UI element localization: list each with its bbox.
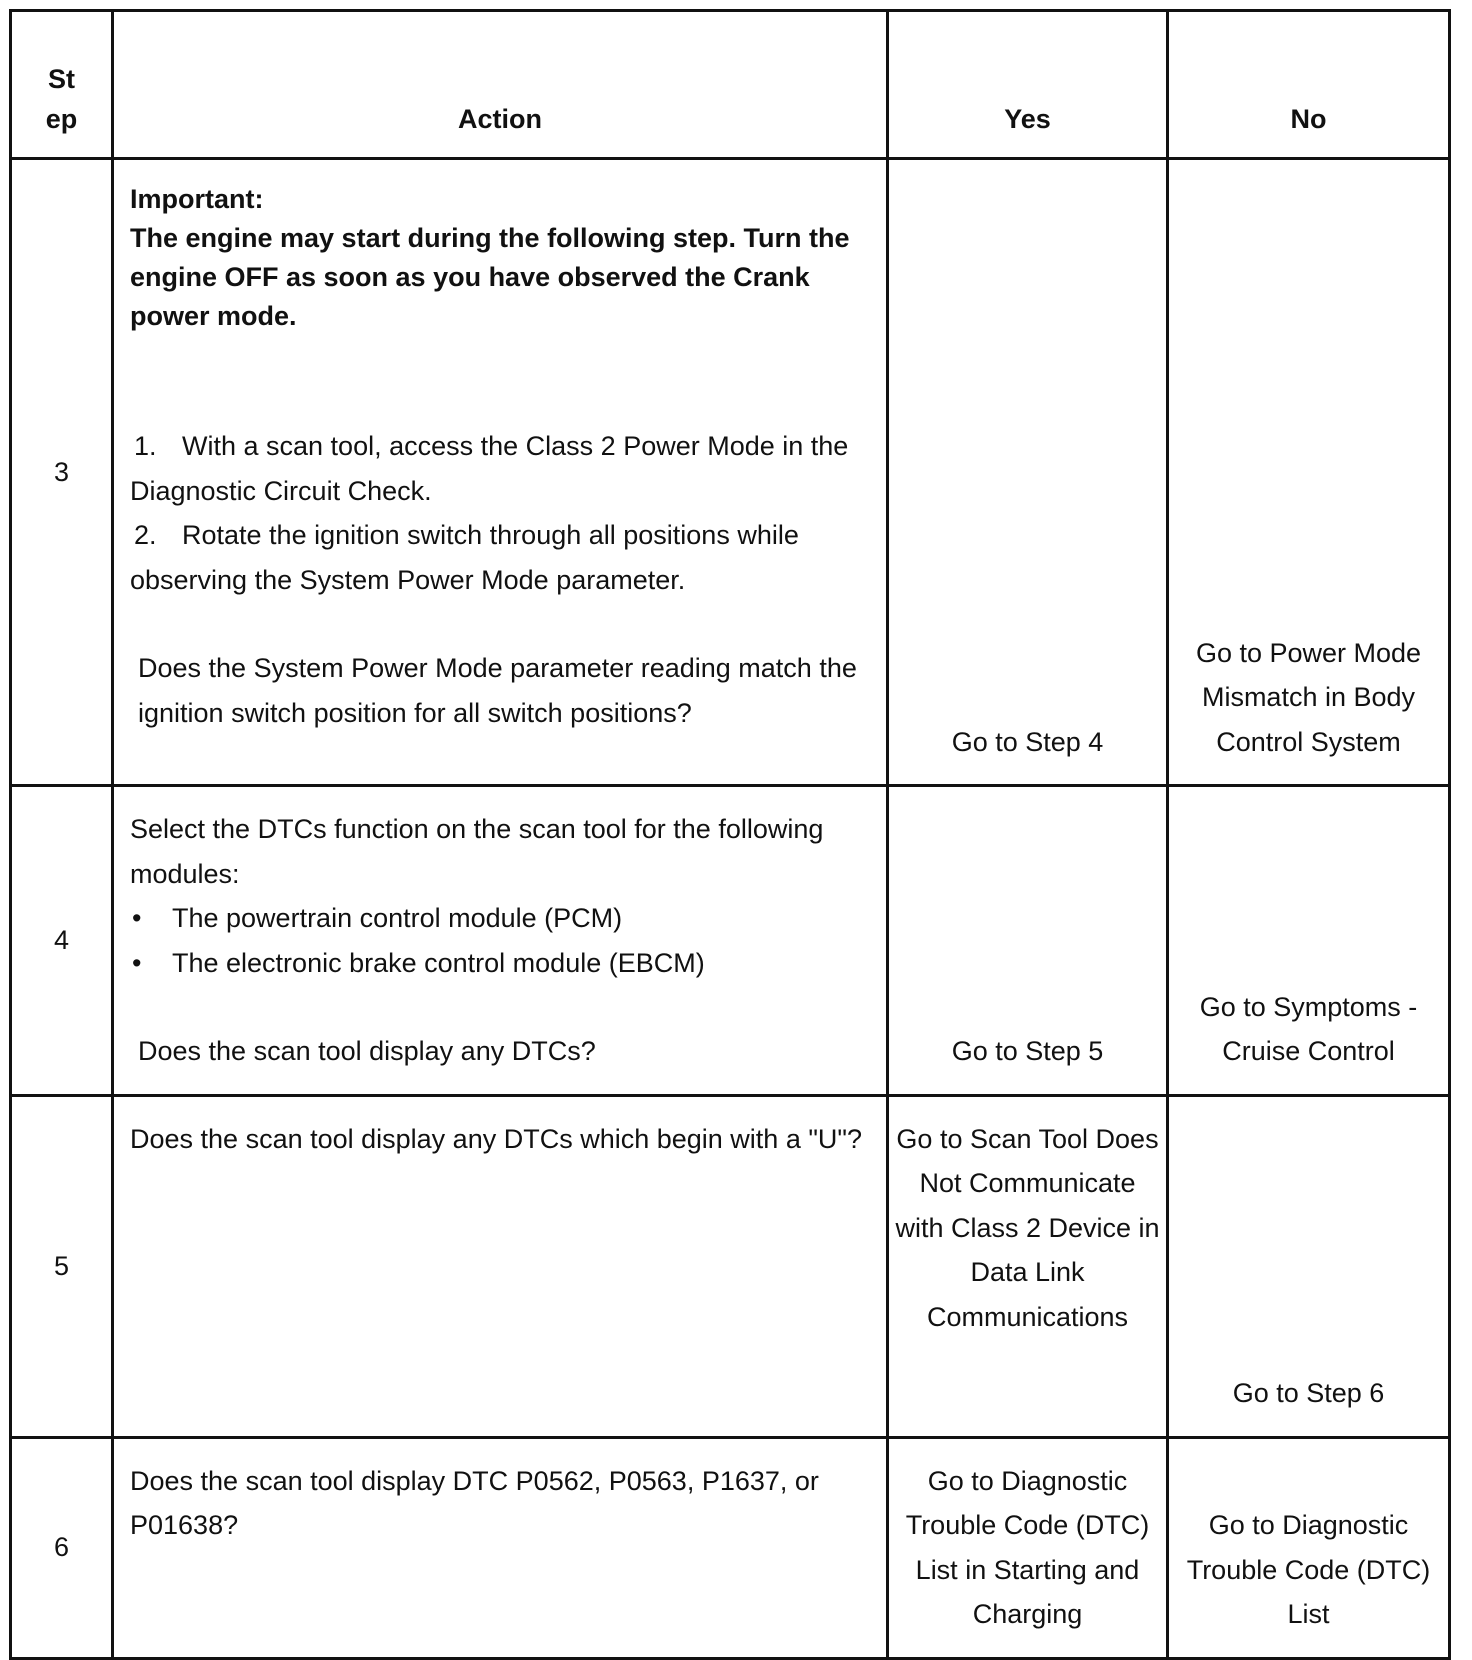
- yes-cell: Go to Step 4: [888, 159, 1168, 786]
- table-row: [11, 1095, 1450, 1437]
- step-index: 1.: [134, 431, 157, 461]
- step-number: 4: [11, 786, 113, 1096]
- list-item: [130, 513, 866, 602]
- question-text: Does the System Power Mode parameter reading match the ignition switch position for all switch positions?: [138, 653, 857, 728]
- list-item: [130, 941, 866, 986]
- important-label: Important:: [130, 184, 264, 214]
- bullet-icon: •: [132, 947, 142, 978]
- step-text: Rotate the ignition switch through all positions while observing the System Power Mode parameter.: [130, 520, 799, 595]
- important-text: The engine may start during the following step. Turn the engine OFF as soon as you have observed the Crank power mode.: [130, 223, 850, 331]
- intro-text: Select the DTCs function on the scan tool for the following modules:: [130, 814, 824, 889]
- question-text: Does the scan tool display any DTCs which begin with a "U"?: [130, 1123, 863, 1154]
- bullet-text: The electronic brake control module (EBCM): [172, 947, 705, 978]
- action-cell: [113, 1437, 888, 1658]
- step-number: 6: [11, 1437, 113, 1658]
- table-row: [11, 1437, 1450, 1658]
- no-cell: Go to Power Mode Mismatch in Body Control System: [1168, 159, 1450, 786]
- header-row: [11, 11, 1450, 159]
- question-text: Does the scan tool display DTC P0562, P0563, P1637, or P01638?: [130, 1465, 819, 1540]
- list-item: [130, 896, 866, 941]
- question-text: Does the scan tool display any DTCs?: [138, 1036, 596, 1066]
- bullet-text: The powertrain control module (PCM): [172, 903, 623, 933]
- header-yes: Yes: [888, 11, 1168, 159]
- action-cell: [113, 1095, 888, 1437]
- header-action: Action: [113, 11, 888, 159]
- bullet-icon: •: [132, 903, 142, 933]
- yes-cell: Go to Diagnostic Trouble Code (DTC) List in Starting and Charging: [888, 1437, 1168, 1658]
- step-number: 5: [11, 1095, 113, 1437]
- step-index: 2.: [134, 520, 157, 550]
- yes-cell: Go to Scan Tool Does Not Communicate with Class 2 Device in Data Link Communications: [888, 1095, 1168, 1437]
- action-cell: [113, 786, 888, 1096]
- no-cell: Go to Symptoms - Cruise Control: [1168, 786, 1450, 1096]
- table-row: [11, 159, 1450, 786]
- diagnostic-table: [9, 9, 1451, 1660]
- header-no: No: [1168, 11, 1450, 159]
- yes-cell: Go to Step 5: [888, 786, 1168, 1096]
- step-number: 3: [11, 159, 113, 786]
- step-text: With a scan tool, access the Class 2 Power Mode in the Diagnostic Circuit Check.: [130, 431, 849, 506]
- header-step: St ep: [11, 11, 113, 159]
- table-row: [11, 786, 1450, 1096]
- no-cell: Go to Step 6: [1168, 1095, 1450, 1437]
- no-cell: Go to Diagnostic Trouble Code (DTC) List: [1168, 1437, 1450, 1658]
- list-item: [130, 424, 866, 513]
- action-cell: [113, 159, 888, 786]
